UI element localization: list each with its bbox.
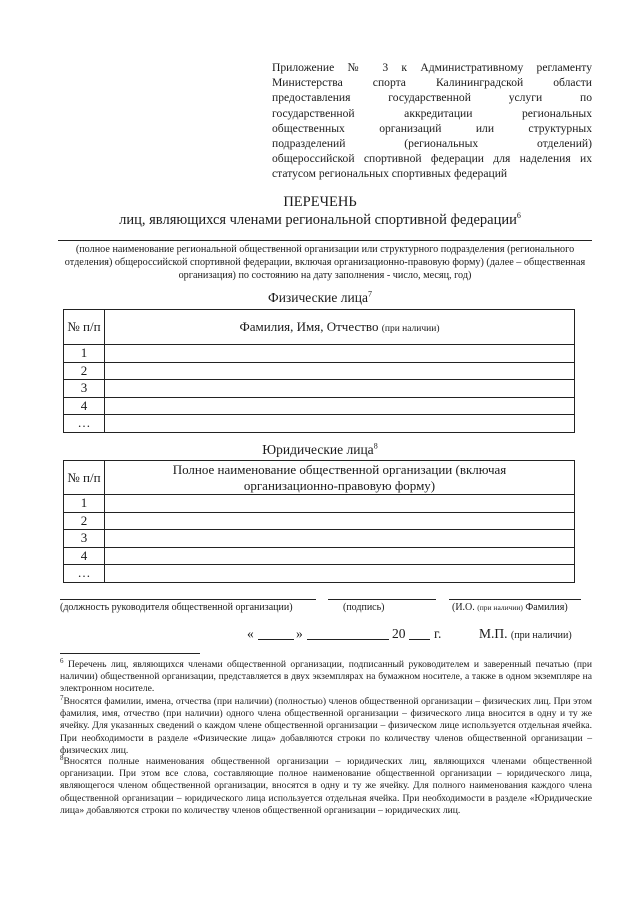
annex-line: государственной аккредитации региональных — [272, 106, 592, 120]
annex-line: Приложение № 3 к Административному регламенту — [272, 61, 592, 74]
year-prefix: 20 — [392, 626, 406, 641]
name-cell[interactable] — [105, 380, 575, 398]
name-cell[interactable] — [105, 362, 575, 380]
table-row — [64, 565, 575, 583]
legal-heading-text: Юридические лица — [262, 442, 374, 457]
position-line — [60, 599, 316, 600]
physical-heading-text: Физические лица — [268, 290, 368, 305]
day-field[interactable] — [258, 639, 294, 640]
footnote-number: 8 — [60, 753, 64, 762]
name-cell[interactable] — [105, 415, 575, 433]
document-subtitle — [0, 212, 640, 229]
table-row — [64, 495, 575, 513]
annex-line: общероссийской спортивной федерации для наделения их — [272, 152, 592, 166]
table-row — [64, 362, 575, 380]
footnote-text: Перечень лиц, являющихся членами общественной организации, подписанный руководителем и заверенный печатью (при наличии) общественной организации, представляется в двух экземплярах на бумажном носителе, а также в одном экземпляре на электронном носителе. — [60, 659, 592, 695]
footnote-number: 6 — [60, 656, 64, 665]
col-number-header: № п/п — [64, 461, 105, 495]
table-row — [64, 380, 575, 398]
footnote-ref: 8 — [373, 441, 378, 451]
row-number: 2 — [64, 362, 105, 380]
legal-entities-table — [63, 460, 575, 583]
stamp-label — [479, 626, 572, 642]
stamp-text: М.П. — [479, 626, 508, 641]
signature-line — [328, 599, 436, 600]
row-number: 4 — [64, 397, 105, 415]
row-number: 3 — [64, 530, 105, 548]
org-name-cell[interactable] — [105, 495, 575, 513]
row-number: 2 — [64, 512, 105, 530]
org-name-cell[interactable] — [105, 530, 575, 548]
annex-line: общественных организаций или структурных — [272, 121, 592, 135]
col-name-note: (при наличии) — [381, 324, 440, 334]
org-name-line — [58, 240, 592, 241]
name-prefix: (И.О. — [452, 602, 475, 613]
table-row — [64, 547, 575, 565]
table-row — [64, 530, 575, 548]
annex-line: Министерства спорта Калининградской области — [272, 76, 592, 90]
full-name-line — [449, 599, 581, 600]
name-cell[interactable] — [105, 345, 575, 363]
footnote-number: 7 — [60, 693, 64, 702]
document-title: ПЕРЕЧЕНЬ — [283, 194, 357, 210]
table-row — [64, 397, 575, 415]
org-name-cell[interactable] — [105, 512, 575, 530]
footnote-ref: 6 — [516, 211, 521, 221]
table-header-row — [64, 461, 575, 495]
annex-line: предоставления государственной услуги по — [272, 91, 592, 105]
footnote-separator — [60, 653, 200, 654]
date-open-quote: « — [247, 626, 254, 641]
annex-line: подразделений (региональных отделений) — [272, 137, 592, 151]
footnote-text: Вносятся фамилии, имена, отчества (при наличии) (полностью) членов общественной организации – физических лиц. При этом фамилия, имя, отчество (при наличии) одного члена общественной организации – физического лица вносится в одну и ту же ячейку. Для указанных сведений о каждом члене общественной организации – физическом лице используется отдельная ячейка. При необходимости в разделе «Физические лица» добавляются строки по количеству членов общественной организации – физических лиц. — [60, 696, 592, 756]
stamp-note: (при наличии) — [510, 630, 572, 641]
footnote-6 — [60, 656, 592, 696]
table-header-row — [64, 310, 575, 345]
annex-block — [272, 60, 592, 182]
col-org-name-header: Полное наименование общественной организации (включая организационно-правовую форму) — [105, 461, 575, 495]
year-field[interactable] — [409, 639, 430, 640]
row-number: 1 — [64, 495, 105, 513]
name-note: (при наличии) — [477, 603, 523, 612]
footnote-ref: 7 — [367, 289, 372, 299]
subtitle-text: лиц, являющихся членами региональной спортивной федерации — [119, 212, 517, 228]
row-number: … — [64, 565, 105, 583]
footnote-text: Вносятся полные наименования общественной организации – юридических лиц, являющихся членами общественной организации. При этом все слова, составляющие полное наименование общественной организации – юридического лица, являющегося членом общественной организации, вносятся в одну и ту же ячейку. Для полного наименования каждого члена общественной организации – юридического лица используется отдельная ячейка. При необходимости в разделе «Юридические лица» добавляются строки по количеству членов общественной организации – юридических лиц. — [60, 756, 592, 816]
full-name-caption — [452, 602, 568, 613]
month-field[interactable] — [307, 639, 389, 640]
row-number: 1 — [64, 345, 105, 363]
table-row — [64, 415, 575, 433]
col-number-header: № п/п — [64, 310, 105, 345]
physical-persons-table — [63, 309, 575, 433]
date-close-quote: » — [296, 626, 303, 641]
signature-caption: (подпись) — [343, 602, 385, 613]
table-row — [64, 345, 575, 363]
legal-entities-heading — [0, 442, 640, 458]
org-name-cell[interactable] — [105, 565, 575, 583]
org-name-caption: (полное наименование региональной общественной организации или структурного подразделения (регионального отделения) общероссийской спортивной федерации, включая организационно-правовую форму) (далее – общественная организация) по состоянию на дату заполнения - число, месяц, год) — [64, 244, 586, 281]
year-suffix: г. — [434, 626, 442, 641]
physical-persons-heading — [0, 290, 640, 306]
annex-line: статусом региональных спортивных федераций — [272, 167, 508, 181]
org-name-cell[interactable] — [105, 547, 575, 565]
name-cell[interactable] — [105, 397, 575, 415]
footnote-7 — [60, 693, 592, 757]
row-number: 4 — [64, 547, 105, 565]
col-name-label: Фамилия, Имя, Отчество — [239, 319, 379, 334]
footnote-8 — [60, 753, 592, 817]
row-number: 3 — [64, 380, 105, 398]
table-row — [64, 512, 575, 530]
position-caption: (должность руководителя общественной организации) — [60, 602, 293, 613]
name-suffix: Фамилия) — [525, 602, 568, 613]
row-number: … — [64, 415, 105, 433]
col-name-header — [105, 310, 575, 345]
